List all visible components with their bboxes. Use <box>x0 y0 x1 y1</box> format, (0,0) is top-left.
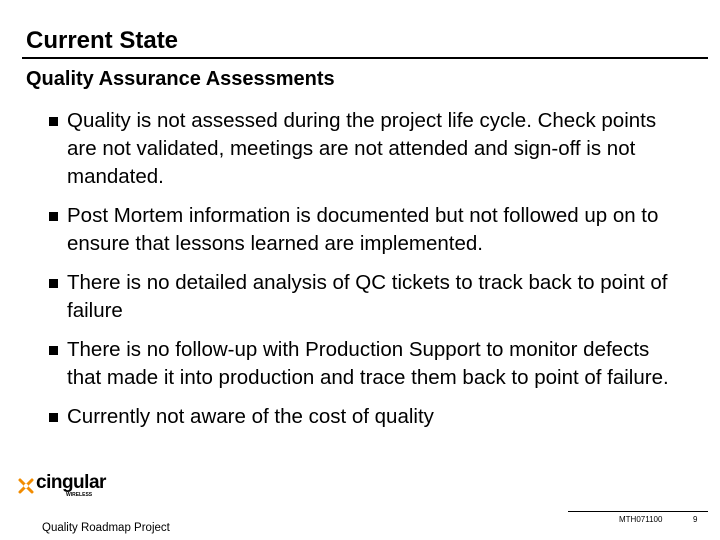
cingular-logo <box>16 472 126 500</box>
bullet-item <box>48 107 688 191</box>
footer-divider <box>568 511 708 512</box>
square-bullet-icon <box>49 346 58 355</box>
bullet-text: Post Mortem information is documented but not followed up on to ensure that lessons learned are implemented. <box>67 204 659 255</box>
logo-tagline: WIRELESS <box>66 492 93 498</box>
footer-document-code: MTH071100 <box>619 515 663 524</box>
bullet-item <box>48 202 688 258</box>
logo-wordmark: cingular <box>36 472 106 493</box>
bullet-text: There is no follow-up with Production Support to monitor defects that made it into production and trace them back to point of failure. <box>67 338 669 389</box>
bullet-list <box>48 107 688 442</box>
page-number: 9 <box>693 515 698 524</box>
bullet-text: Quality is not assessed during the project life cycle. Check points are not validated, meetings are not attended and sign-off is not mandated. <box>67 109 657 188</box>
bullet-text: Currently not aware of the cost of quality <box>67 405 434 428</box>
title-divider <box>22 57 708 59</box>
cingular-jack-icon <box>16 476 36 496</box>
square-bullet-icon <box>49 279 58 288</box>
square-bullet-icon <box>49 212 58 221</box>
square-bullet-icon <box>49 117 58 126</box>
bullet-text: There is no detailed analysis of QC tickets to track back to point of failure <box>67 271 668 322</box>
bullet-item <box>48 336 688 392</box>
slide-title: Current State <box>26 27 179 54</box>
bullet-item <box>48 269 688 325</box>
footer-project-name: Quality Roadmap Project <box>42 522 170 534</box>
square-bullet-icon <box>49 413 58 422</box>
bullet-item <box>48 403 688 431</box>
slide-subtitle: Quality Assurance Assessments <box>26 68 335 90</box>
